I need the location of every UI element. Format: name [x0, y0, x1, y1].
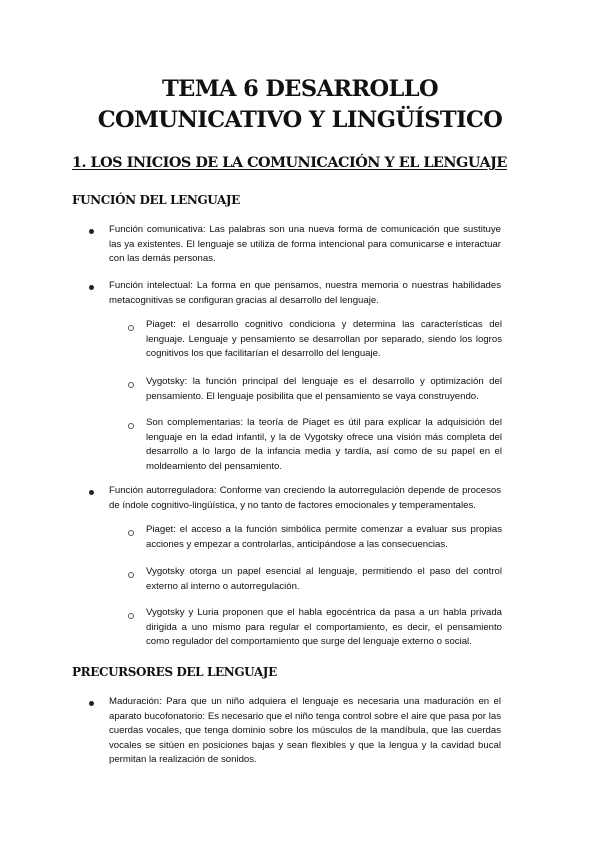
subsection-heading-precursores: PRECURSORES DEL LENGUAJE: [72, 665, 277, 679]
bullet-circle-icon: [128, 382, 134, 388]
sub-item-complementarias: Son complementarias: la teoría de Piaget es útil para explicar la adquisición del lenguaje en la edad infantil, y la de Vygotsky ofrece una visión más completa del desarrollo a lo largo de la infancia media y tardía, así como de su papel en el moldeamiento del pensamiento.: [146, 417, 502, 472]
sub-item-vygotsky-autorreguladora: Vygotsky otorga un papel esencial al lenguaje, permitiendo el paso del control externo al interno o autorregulación.: [146, 566, 502, 592]
list-item-funcion-comunicativa: Función comunicativa: Las palabras son una nueva forma de comunicación que sustituye las ya existentes. El lenguaje se utiliza de forma intencional para comunicarse e interactuar con las demás personas.: [109, 224, 501, 264]
list-item-funcion-intelectual: Función intelectual: La forma en que pensamos, nuestra memoria o nuestras habilidades metacognitivas se configuran gracias al desarrollo del lenguaje.: [109, 280, 501, 306]
list-item-maduracion: Maduración: Para que un niño adquiera el lenguaje es necesaria una maduración en el aparato bucofonatorio: Es necesario que el niño tenga control sobre el aire que pasa por las cuerdas vocales, que tenga dominio sobre los músculos de la mandíbula, que las cuerdas vocales se sitúen en posiciones bajas y sean flexibles y que la lengua y la cavidad bucal permitan la realización de sonidos.: [109, 696, 501, 765]
bullet-disc-icon: [89, 490, 94, 495]
sub-item-vygotsky-intelectual: Vygotsky: la función principal del lenguaje es el desarrollo y optimización del pensamiento. El lenguaje posibilita que el pensamiento se vaya construyendo.: [146, 376, 502, 402]
bullet-circle-icon: [128, 572, 134, 578]
bullet-circle-icon: [128, 530, 134, 536]
subsection-heading-funcion: FUNCIÓN DEL LENGUAJE: [72, 193, 240, 207]
bullet-circle-icon: [128, 325, 134, 331]
bullet-circle-icon: [128, 613, 134, 619]
sub-item-piaget-intelectual: Piaget: el desarrollo cognitivo condiciona y determina las características del lenguaje. Lenguaje y pensamiento se desarrollan por separado, siendo los logros cognitivos los que facilitarían el desarrollo del lenguaje.: [146, 319, 502, 359]
document-title: TEMA 6 DESARROLLO COMUNICATIVO Y LINGÜÍSTICO: [97, 76, 503, 133]
bullet-disc-icon: [89, 285, 94, 290]
section-heading-inicios: 1. LOS INICIOS DE LA COMUNICACIÓN Y EL LENGUAJE: [72, 154, 507, 171]
list-item-funcion-autorreguladora: Función autorreguladora: Conforme van creciendo la autorregulación depende de procesos de índole cognitivo-lingüística, y no tanto de factores emocionales y temperamentales.: [109, 485, 501, 511]
sub-item-vygotsky-luria: Vygotsky y Luria proponen que el habla egocéntrica da pasa a un habla privada dirigida a uno mismo para regular el comportamiento, es decir, el pensamiento como regulador del comportamiento que surge del lenguaje externo o social.: [146, 607, 502, 647]
bullet-circle-icon: [128, 423, 134, 429]
sub-item-piaget-autorreguladora: Piaget: el acceso a la función simbólica permite comenzar a evaluar sus propias acciones y empezar a controlarlas, anticipándose a las consecuencias.: [146, 524, 502, 550]
bullet-disc-icon: [89, 229, 94, 234]
bullet-disc-icon: [89, 701, 94, 706]
